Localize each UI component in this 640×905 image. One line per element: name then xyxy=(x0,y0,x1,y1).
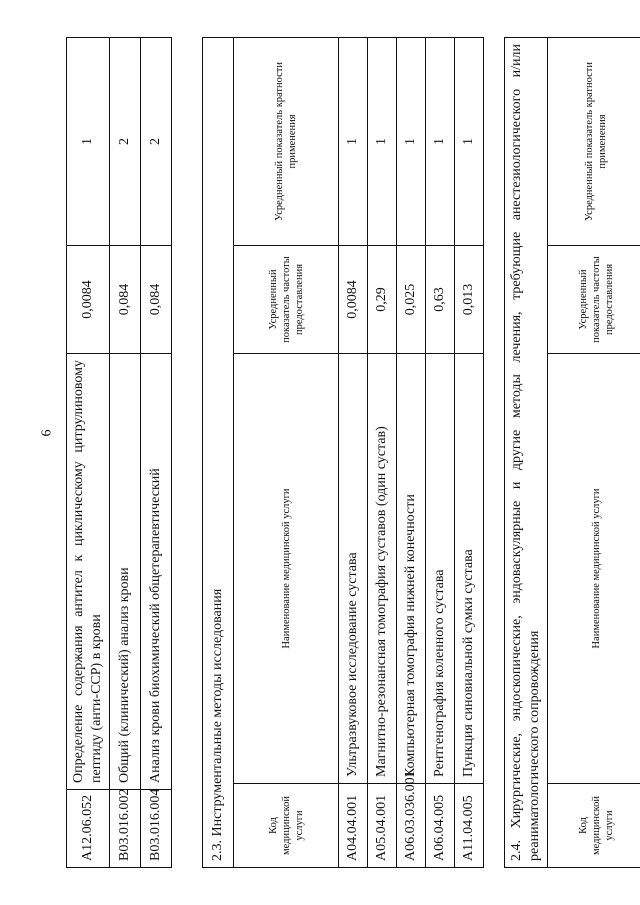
service-code: B03.016.002 xyxy=(110,790,141,868)
service-code: A05.04.001 xyxy=(368,784,397,868)
frequency-value: 0,29 xyxy=(368,246,397,354)
service-code: A06.03.036.001 xyxy=(397,784,426,868)
instrumental-methods-table xyxy=(202,37,484,868)
frequency-value: 0,025 xyxy=(397,246,426,354)
section-title-2-4: 2.4. Хирургические, эндоскопические, эндоваскулярные и другие методы лечения, требующие анестезиологического и/или реаниматологического сопровождения xyxy=(505,38,548,868)
table-row xyxy=(397,37,426,867)
table-row xyxy=(141,38,172,868)
service-name: Пункция синовиальной сумки сустава xyxy=(455,354,484,784)
frequency-value: 0,084 xyxy=(110,246,141,354)
rotated-page-content xyxy=(66,38,626,868)
service-code: A12.06.052 xyxy=(67,790,110,868)
frequency-value: 0,63 xyxy=(426,246,455,354)
multiplicity-value: 2 xyxy=(141,38,172,246)
frequency-value: 0,084 xyxy=(141,246,172,354)
table-header-row xyxy=(234,37,339,867)
service-name: Компьютерная томография нижней конечности xyxy=(397,354,426,784)
service-name: Общий (клинический) анализ крови xyxy=(110,354,141,790)
table-row xyxy=(67,38,110,868)
table-row xyxy=(368,37,397,867)
frequency-value: 0,013 xyxy=(455,246,484,354)
header-frequency: Усредненный показатель частоты предоставления xyxy=(234,246,339,354)
service-code: B03.016.004 xyxy=(141,790,172,868)
service-code: A04.04.001 xyxy=(339,784,368,868)
table-row xyxy=(110,38,141,868)
service-name: Ультразвуковое исследование сустава xyxy=(339,354,368,784)
surgical-methods-table xyxy=(504,37,640,868)
header-frequency: Усредненный показатель частоты предоставления xyxy=(548,246,640,354)
multiplicity-value: 1 xyxy=(397,37,426,245)
table-row xyxy=(339,37,368,867)
multiplicity-value: 1 xyxy=(339,37,368,245)
service-name: Анализ крови биохимический общетерапевтический xyxy=(141,354,172,790)
multiplicity-value: 1 xyxy=(67,38,110,246)
header-name: Наименование медицинской услуги xyxy=(548,354,640,784)
frequency-value: 0,0084 xyxy=(67,246,110,354)
header-code: Код медицинской услуги xyxy=(234,784,339,868)
service-code: A06.04.005 xyxy=(426,784,455,868)
multiplicity-value: 1 xyxy=(368,37,397,245)
service-name: Определение содержания антител к циклическому цитрулиновому пептиду (анти-ССР) в крови xyxy=(67,354,110,790)
frequency-value: 0,0084 xyxy=(339,246,368,354)
header-multiplicity: Усредненный показатель кратности применения xyxy=(234,37,339,245)
table-row xyxy=(455,37,484,867)
lab-tests-table xyxy=(66,37,172,868)
page-number: 6 xyxy=(39,429,55,437)
section-title-2-3: 2.3. Инструментальные методы исследования xyxy=(203,37,234,867)
multiplicity-value: 1 xyxy=(455,37,484,245)
multiplicity-value: 2 xyxy=(110,38,141,246)
multiplicity-value: 1 xyxy=(426,37,455,245)
table-header-row xyxy=(548,38,640,868)
header-multiplicity: Усредненный показатель кратности применения xyxy=(548,38,640,246)
header-name: Наименование медицинской услуги xyxy=(234,354,339,784)
service-code: A11.04.005 xyxy=(455,784,484,868)
table-row xyxy=(426,37,455,867)
header-code: Код медицинской услуги xyxy=(548,784,640,868)
service-name: Рентгенография коленного сустава xyxy=(426,354,455,784)
service-name: Магнитно-резонансная томография суставов (один сустав) xyxy=(368,354,397,784)
